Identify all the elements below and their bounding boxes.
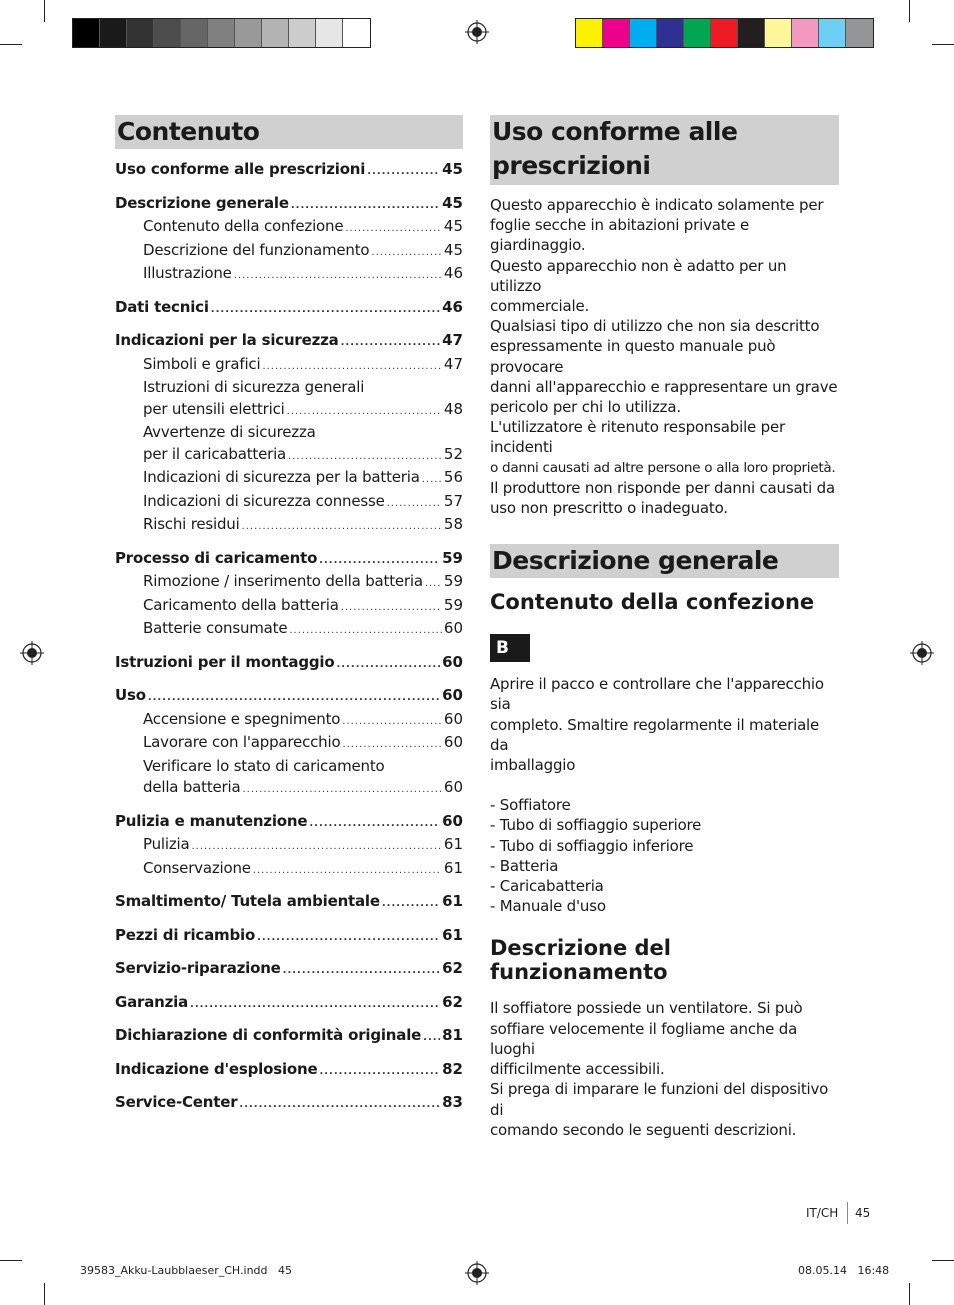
toc-leader-dots <box>239 1094 440 1116</box>
paragraph-line: comando secondo le seguenti descrizioni. <box>490 1120 797 1139</box>
toc-page-number: 62 <box>442 992 463 1011</box>
toc-entry-text: Rischi residui <box>143 515 240 533</box>
paragraph-line: Il soffiatore possiede un ventilatore. Si può <box>490 999 803 1018</box>
color-swatch <box>603 19 630 47</box>
toc-subentry[interactable] <box>115 756 463 778</box>
toc-leader-dots <box>253 860 442 882</box>
paragraph-line: o danni causati ad altre persone o alla loro proprietà. <box>490 459 836 476</box>
toc-leader-dots <box>283 960 440 982</box>
toc-leader-dots <box>319 550 440 572</box>
toc-entry-text: Illustrazione <box>143 264 232 282</box>
toc-entry[interactable] <box>115 193 463 217</box>
toc-page-number: 61 <box>442 892 463 910</box>
toc-page-number: 47 <box>442 331 463 349</box>
color-swatch <box>630 19 657 47</box>
color-swatch <box>181 19 208 47</box>
toc-entry[interactable] <box>115 297 463 321</box>
toc-page-number: 60 <box>442 652 463 671</box>
toc-list <box>115 159 463 1116</box>
toc-subentry[interactable] <box>115 571 463 595</box>
toc-entry[interactable] <box>115 992 463 1016</box>
toc-leader-dots <box>211 299 440 321</box>
intended-use-text <box>490 195 839 518</box>
toc-entry-text: Batterie consumate <box>143 619 288 637</box>
paragraph-line: Qualsiasi tipo di utilizzo che non sia descritto <box>490 317 820 336</box>
table-of-contents <box>115 115 463 1126</box>
toc-entry-text: Contenuto della confezione <box>143 217 344 235</box>
toc-entry-text: Dichiarazione di conformità originale <box>115 1026 422 1044</box>
toc-leader-dots <box>387 493 442 515</box>
registration-mark-icon <box>465 1261 489 1285</box>
registration-mark-icon <box>910 641 934 665</box>
toc-page-number: 60 <box>443 733 463 751</box>
toc-page-number: 60 <box>443 709 463 728</box>
toc-leader-dots <box>288 446 442 468</box>
toc-entry-text: Indicazioni di sicurezza per la batteria <box>143 468 420 486</box>
footer-divider <box>847 1202 848 1224</box>
toc-leader-dots <box>309 813 440 835</box>
toc-page-number: 81 <box>442 1026 463 1044</box>
toc-entry[interactable] <box>115 925 463 949</box>
toc-subentry[interactable] <box>115 377 463 399</box>
toc-group <box>115 548 463 642</box>
toc-entry-text: Smaltimento/ Tutela ambientale <box>115 892 380 910</box>
color-swatch <box>576 19 603 47</box>
crop-mark <box>44 1283 45 1305</box>
toc-page-number: 45 <box>442 160 463 178</box>
content-column <box>490 115 839 1140</box>
toc-group <box>115 992 463 1016</box>
toc-leader-dots <box>148 687 440 709</box>
color-swatch <box>289 19 316 47</box>
general-description-heading: Descrizione generale <box>490 544 839 578</box>
toc-page-number: 62 <box>442 959 463 977</box>
toc-entry-text: Pulizia <box>143 835 190 853</box>
toc-entry-text: Indicazione d'esplosione <box>115 1059 318 1078</box>
toc-leader-dots <box>242 779 441 801</box>
toc-page-number: 82 <box>442 1059 463 1078</box>
toc-group <box>115 891 463 915</box>
toc-page-number: 60 <box>443 778 463 796</box>
toc-entry-text: Verificare lo stato di caricamento <box>143 756 385 775</box>
toc-entry-text: Descrizione generale <box>115 193 289 212</box>
toc-entry-text: Indicazioni per la sicurezza <box>115 331 339 349</box>
print-slug-date: 08.05.14 16:48 <box>798 1264 890 1277</box>
toc-leader-dots <box>242 516 442 538</box>
paragraph-line: L'utilizzatore è ritenuto responsabile per incidenti <box>490 418 785 457</box>
toc-entry-text: per utensili elettrici <box>143 399 285 418</box>
toc-entry-text: Indicazioni di sicurezza connesse <box>143 491 385 510</box>
toc-entry[interactable] <box>115 1059 463 1083</box>
toc-entry[interactable] <box>115 330 463 354</box>
toc-entry[interactable] <box>115 548 463 572</box>
package-contents-heading: Contenuto della confezione <box>490 590 815 615</box>
list-item: - Soffiatore <box>490 796 571 815</box>
paragraph-line: Questo apparecchio è indicato solamente per <box>490 196 824 214</box>
toc-subentry[interactable] <box>115 444 463 468</box>
toc-leader-dots <box>336 654 440 676</box>
color-swatch <box>738 19 765 47</box>
toc-entry[interactable] <box>115 652 463 676</box>
toc-page-number: 61 <box>443 835 463 853</box>
color-swatch <box>127 19 154 47</box>
toc-subentry[interactable] <box>115 595 463 619</box>
toc-entry[interactable] <box>115 811 463 835</box>
paragraph-line: Aprire il pacco e controllare che l'apparecchio sia <box>490 675 824 714</box>
toc-entry-text: Descrizione del funzionamento <box>143 240 370 259</box>
color-swatch <box>208 19 235 47</box>
toc-entry-text: Simboli e grafici <box>143 354 261 373</box>
toc-group <box>115 1059 463 1083</box>
list-item: - Caricabatteria <box>490 877 604 896</box>
grayscale-color-bar <box>72 18 371 48</box>
toc-entry-text: Istruzioni per il montaggio <box>115 652 335 671</box>
toc-entry-text: Avvertenze di sicurezza <box>143 423 316 441</box>
toc-page-number: 60 <box>443 619 463 637</box>
toc-group <box>115 159 463 183</box>
toc-group <box>115 193 463 287</box>
process-color-bar <box>575 18 874 48</box>
crop-mark <box>44 0 45 22</box>
color-swatch <box>792 19 819 47</box>
crop-mark <box>909 0 910 22</box>
toc-title: Contenuto <box>115 115 463 149</box>
toc-subentry[interactable] <box>115 777 463 801</box>
toc-group <box>115 330 463 538</box>
locale-label: IT/CH <box>806 1206 839 1220</box>
toc-entry-text: Dati tecnici <box>115 297 209 316</box>
toc-leader-dots <box>291 195 440 217</box>
toc-leader-dots <box>425 573 442 595</box>
toc-entry-text: Caricamento della batteria <box>143 595 339 614</box>
toc-leader-dots <box>289 620 442 642</box>
toc-entry[interactable] <box>115 958 463 982</box>
toc-leader-dots <box>423 1027 440 1049</box>
toc-entry-text: Istruzioni di sicurezza generali <box>143 378 365 396</box>
toc-entry-text: Servizio-riparazione <box>115 959 281 977</box>
toc-page-number: 45 <box>442 193 463 212</box>
toc-subentry[interactable] <box>115 858 463 882</box>
toc-entry-text: Conservazione <box>143 858 251 877</box>
toc-page-number: 61 <box>443 858 463 877</box>
toc-subentry[interactable] <box>115 263 463 287</box>
paragraph-line: Questo apparecchio non è adatto per un utilizzo <box>490 256 787 295</box>
intended-use-heading: Uso conforme alle prescrizioni <box>490 115 839 185</box>
package-contents-list <box>490 795 839 916</box>
toc-leader-dots <box>262 356 441 378</box>
package-contents-text <box>490 674 839 775</box>
toc-entry-text: della batteria <box>143 778 241 796</box>
color-swatch <box>684 19 711 47</box>
toc-group <box>115 1092 463 1116</box>
color-swatch <box>819 19 846 47</box>
toc-subentry[interactable] <box>115 354 463 378</box>
crop-mark <box>0 1260 22 1261</box>
toc-page-number: 45 <box>443 240 463 259</box>
paragraph-line: soffiare velocemente il fogliame anche da luoghi <box>490 1019 798 1058</box>
toc-page-number: 57 <box>443 491 463 510</box>
toc-subentry[interactable] <box>115 467 463 491</box>
color-swatch <box>235 19 262 47</box>
toc-subentry[interactable] <box>115 732 463 756</box>
registration-mark-icon <box>20 641 44 665</box>
list-item: - Tubo di soffiaggio superiore <box>490 816 702 835</box>
toc-page-number: 58 <box>443 515 463 533</box>
crop-mark <box>932 44 954 45</box>
toc-entry[interactable] <box>115 159 463 183</box>
toc-page-number: 83 <box>442 1093 463 1111</box>
color-swatch <box>765 19 792 47</box>
toc-entry-text: Pulizia e manutenzione <box>115 811 308 830</box>
toc-entry-text: Rimozione / inserimento della batteria <box>143 572 423 590</box>
toc-leader-dots <box>341 332 441 354</box>
toc-entry[interactable] <box>115 891 463 915</box>
toc-page-number: 56 <box>443 468 463 486</box>
toc-entry-text: Garanzia <box>115 992 189 1011</box>
paragraph-line: danni all'apparecchio e rappresentare un grave <box>490 377 838 396</box>
toc-leader-dots <box>382 893 440 915</box>
toc-entry-text: Uso conforme alle prescrizioni <box>115 160 366 178</box>
paragraph-line: pericolo per chi lo utilizza. <box>490 398 681 417</box>
paragraph-line: commerciale. <box>490 297 590 316</box>
color-swatch <box>343 19 370 47</box>
toc-group <box>115 685 463 801</box>
toc-leader-dots <box>257 927 440 949</box>
toc-page-number: 52 <box>443 444 463 463</box>
function-heading: Descrizione del funzionamento <box>490 936 672 985</box>
paragraph-line: completo. Smaltire regolarmente il materiale da <box>490 715 820 754</box>
toc-leader-dots <box>319 1061 440 1083</box>
toc-group <box>115 958 463 982</box>
toc-entry[interactable] <box>115 685 463 709</box>
toc-page-number: 60 <box>442 811 463 830</box>
toc-entry-text: Uso <box>115 686 146 704</box>
color-swatch <box>154 19 181 47</box>
toc-leader-dots <box>371 242 442 264</box>
toc-leader-dots <box>190 994 440 1016</box>
toc-subentry[interactable] <box>115 240 463 264</box>
toc-leader-dots <box>345 218 442 240</box>
color-swatch <box>262 19 289 47</box>
toc-entry-text: Service-Center <box>115 1093 238 1111</box>
toc-subentry[interactable] <box>115 399 463 423</box>
toc-leader-dots <box>422 469 442 491</box>
toc-entry[interactable] <box>115 1025 463 1049</box>
toc-leader-dots <box>287 401 442 423</box>
toc-entry-text: Pezzi di ricambio <box>115 925 256 944</box>
toc-leader-dots <box>342 734 441 756</box>
toc-leader-dots <box>341 597 442 619</box>
toc-subentry[interactable] <box>115 834 463 858</box>
paragraph-line: espressamente in questo manuale può provocare <box>490 337 776 376</box>
function-text <box>490 998 839 1139</box>
toc-entry-text: Lavorare con l'apparecchio <box>143 733 341 751</box>
toc-page-number: 59 <box>443 572 463 590</box>
toc-subentry[interactable] <box>115 618 463 642</box>
toc-entry[interactable] <box>115 1092 463 1116</box>
color-swatch <box>100 19 127 47</box>
crop-mark <box>0 44 22 45</box>
registration-mark-icon <box>465 20 489 44</box>
list-item: - Manuale d'uso <box>490 897 606 916</box>
toc-page-number: 61 <box>442 925 463 944</box>
toc-page-number: 59 <box>442 548 463 567</box>
paragraph-line: Si prega di imparare le funzioni del dispositivo di <box>490 1080 829 1119</box>
toc-subentry[interactable] <box>115 216 463 240</box>
paragraph-line: difficilmente accessibili. <box>490 1060 665 1079</box>
toc-page-number: 45 <box>443 217 463 235</box>
toc-page-number: 46 <box>443 264 463 282</box>
toc-subentry[interactable] <box>115 514 463 538</box>
list-item: - Batteria <box>490 856 559 875</box>
toc-page-number: 46 <box>442 297 463 316</box>
toc-leader-dots <box>342 711 442 733</box>
color-swatch <box>711 19 738 47</box>
toc-group <box>115 652 463 676</box>
toc-group <box>115 297 463 321</box>
color-swatch <box>846 19 873 47</box>
paragraph-line: foglie secche in abitazioni private e giardinaggio. <box>490 216 750 255</box>
toc-page-number: 59 <box>443 595 463 614</box>
toc-subentry[interactable] <box>115 709 463 733</box>
toc-group <box>115 925 463 949</box>
toc-group <box>115 1025 463 1049</box>
paragraph-line: uso non prescritto o inadeguato. <box>490 499 728 518</box>
toc-subentry[interactable] <box>115 491 463 515</box>
crop-mark <box>909 1283 910 1305</box>
figure-ref-label: B <box>490 634 530 662</box>
figure-ref-badge <box>490 634 839 662</box>
list-item: - Tubo di soffiaggio inferiore <box>490 836 694 855</box>
toc-entry-text: per il caricabatteria <box>143 444 287 463</box>
paragraph-line: Il produttore non risponde per danni causati da <box>490 478 835 497</box>
toc-entry-text: Accensione e spegnimento <box>143 709 341 728</box>
toc-entry-text: Processo di caricamento <box>115 548 318 567</box>
toc-leader-dots <box>367 161 440 183</box>
toc-group <box>115 811 463 882</box>
page-number: 45 <box>855 1206 871 1220</box>
toc-page-number: 48 <box>443 399 463 418</box>
print-slug-file: 39583_Akku-Laubblaeser_CH.indd 45 <box>80 1264 292 1277</box>
paragraph-line: imballaggio <box>490 756 576 775</box>
toc-leader-dots <box>191 836 441 858</box>
color-swatch <box>73 19 100 47</box>
color-swatch <box>657 19 684 47</box>
crop-mark <box>932 1260 954 1261</box>
color-swatch <box>316 19 343 47</box>
toc-leader-dots <box>234 265 442 287</box>
toc-page-number: 60 <box>442 686 463 704</box>
toc-page-number: 47 <box>443 354 463 373</box>
toc-subentry[interactable] <box>115 422 463 444</box>
